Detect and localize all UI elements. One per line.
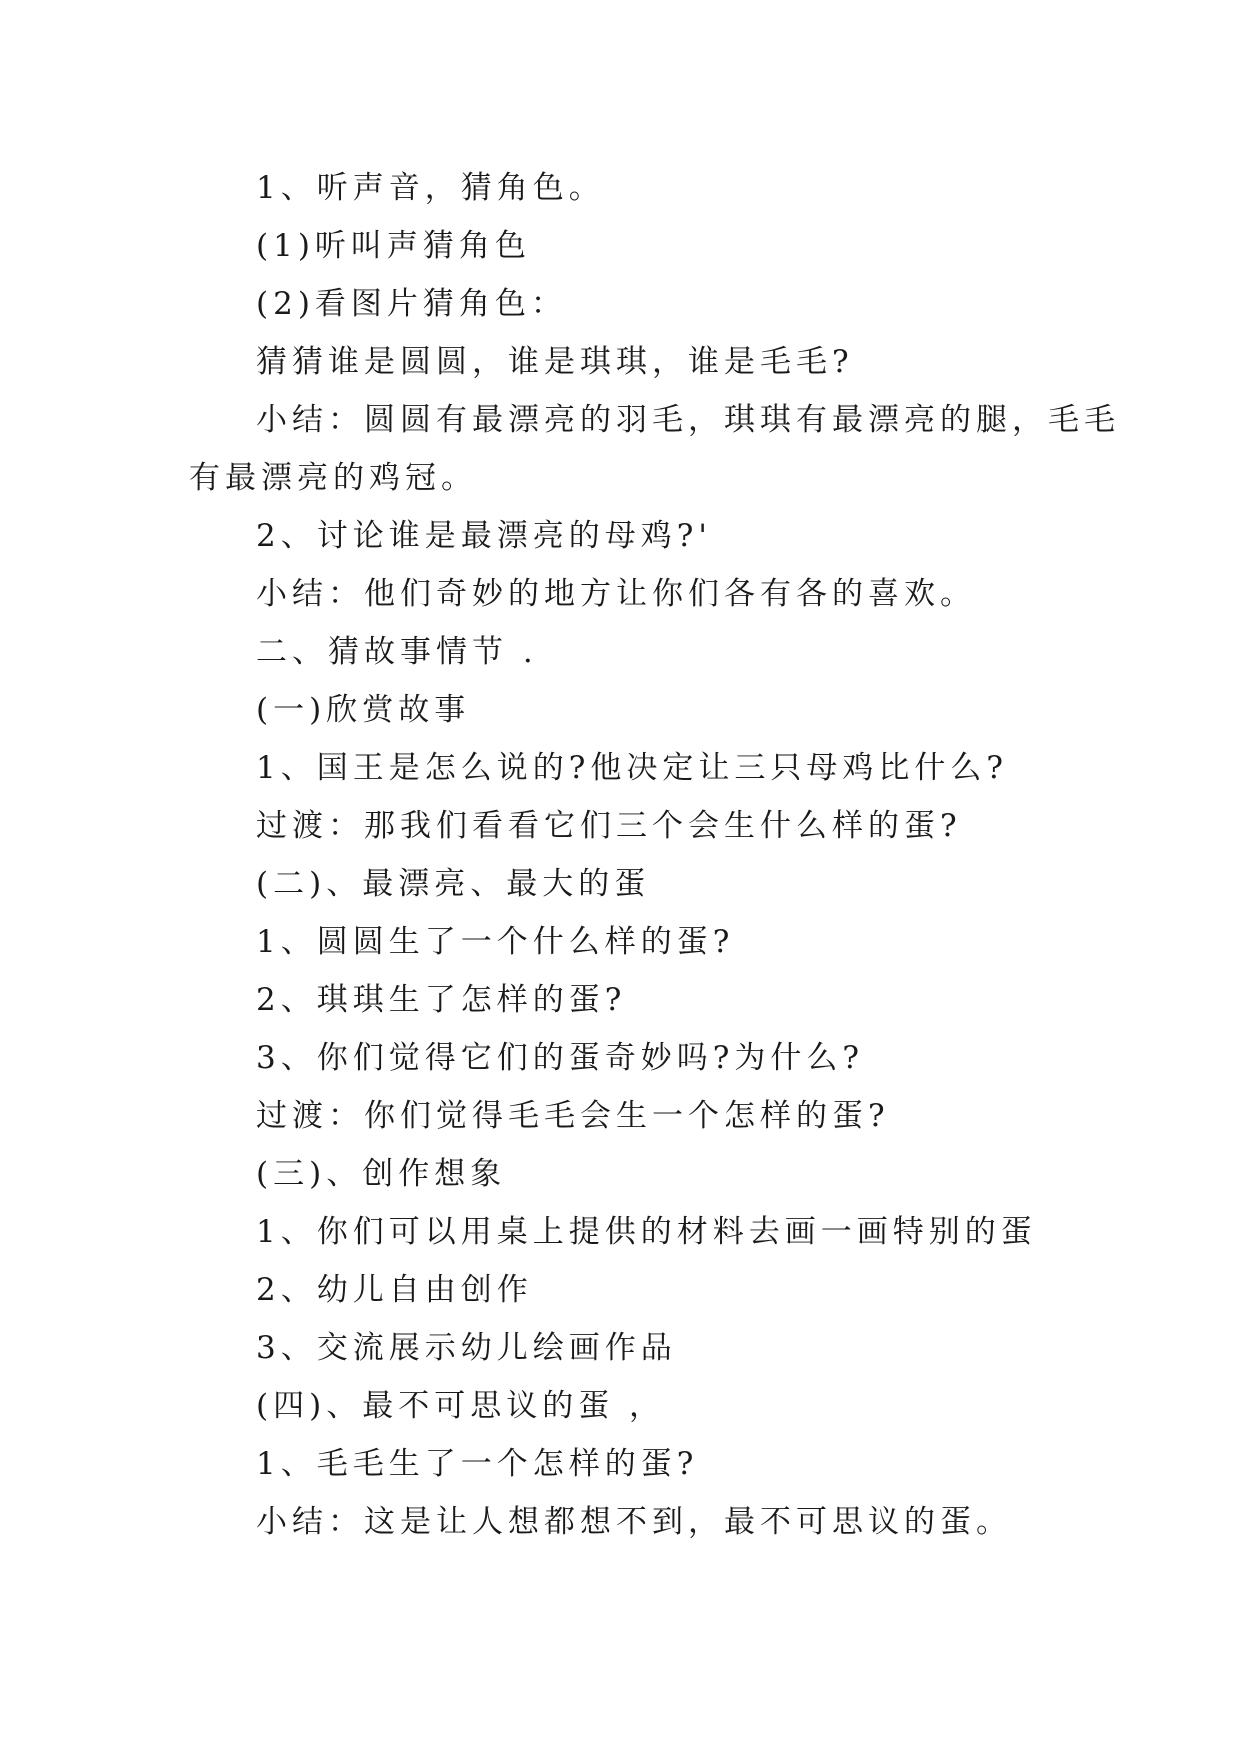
text-line: (三)、创作想象 [256, 1156, 507, 1192]
text-line: 2、幼儿自由创作 [256, 1272, 533, 1308]
text-line: 1、毛毛生了一个怎样的蛋? [256, 1446, 699, 1482]
text-line: 小结：他们奇妙的地方让你们各有各的喜欢。 [256, 576, 976, 612]
text-line: 1、国王是怎么说的?他决定让三只母鸡比什么? [256, 750, 1008, 786]
text-line: 1、听声音，猜角色。 [256, 170, 605, 206]
text-line: 3、交流展示幼儿绘画作品 [256, 1330, 677, 1366]
text-line: (二)、最漂亮、最大的蛋 [256, 866, 651, 902]
text-line: 2、琪琪生了怎样的蛋? [256, 982, 627, 1018]
text-line: 小结：这是让人想都想不到，最不可思议的蛋。 [256, 1504, 1012, 1540]
text-line: (一)欣赏故事 [256, 692, 471, 728]
section-heading: 二、猜故事情节 . [256, 634, 538, 670]
text-line: (四)、最不可思议的蛋 ， [256, 1388, 666, 1424]
text-line: 3、你们觉得它们的蛋奇妙吗?为什么? [256, 1040, 864, 1076]
text-line: 有最漂亮的鸡冠。 [189, 460, 477, 496]
text-line: 猜猜谁是圆圆，谁是琪琪，谁是毛毛? [256, 344, 854, 380]
text-line: 小结：圆圆有最漂亮的羽毛，琪琪有最漂亮的腿，毛毛 [256, 402, 1120, 438]
text-line: 1、圆圆生了一个什么样的蛋? [256, 924, 735, 960]
text-line: 1、你们可以用桌上提供的材料去画一画特别的蛋 [256, 1214, 1037, 1250]
text-line: 过渡：你们觉得毛毛会生一个怎样的蛋? [256, 1098, 890, 1134]
text-line: (2)看图片猜角色： [256, 286, 567, 322]
text-line: 过渡：那我们看看它们三个会生什么样的蛋? [256, 808, 962, 844]
text-line: (1)听叫声猜角色 [256, 228, 531, 264]
text-line: 2、讨论谁是最漂亮的母鸡?' [256, 518, 712, 554]
